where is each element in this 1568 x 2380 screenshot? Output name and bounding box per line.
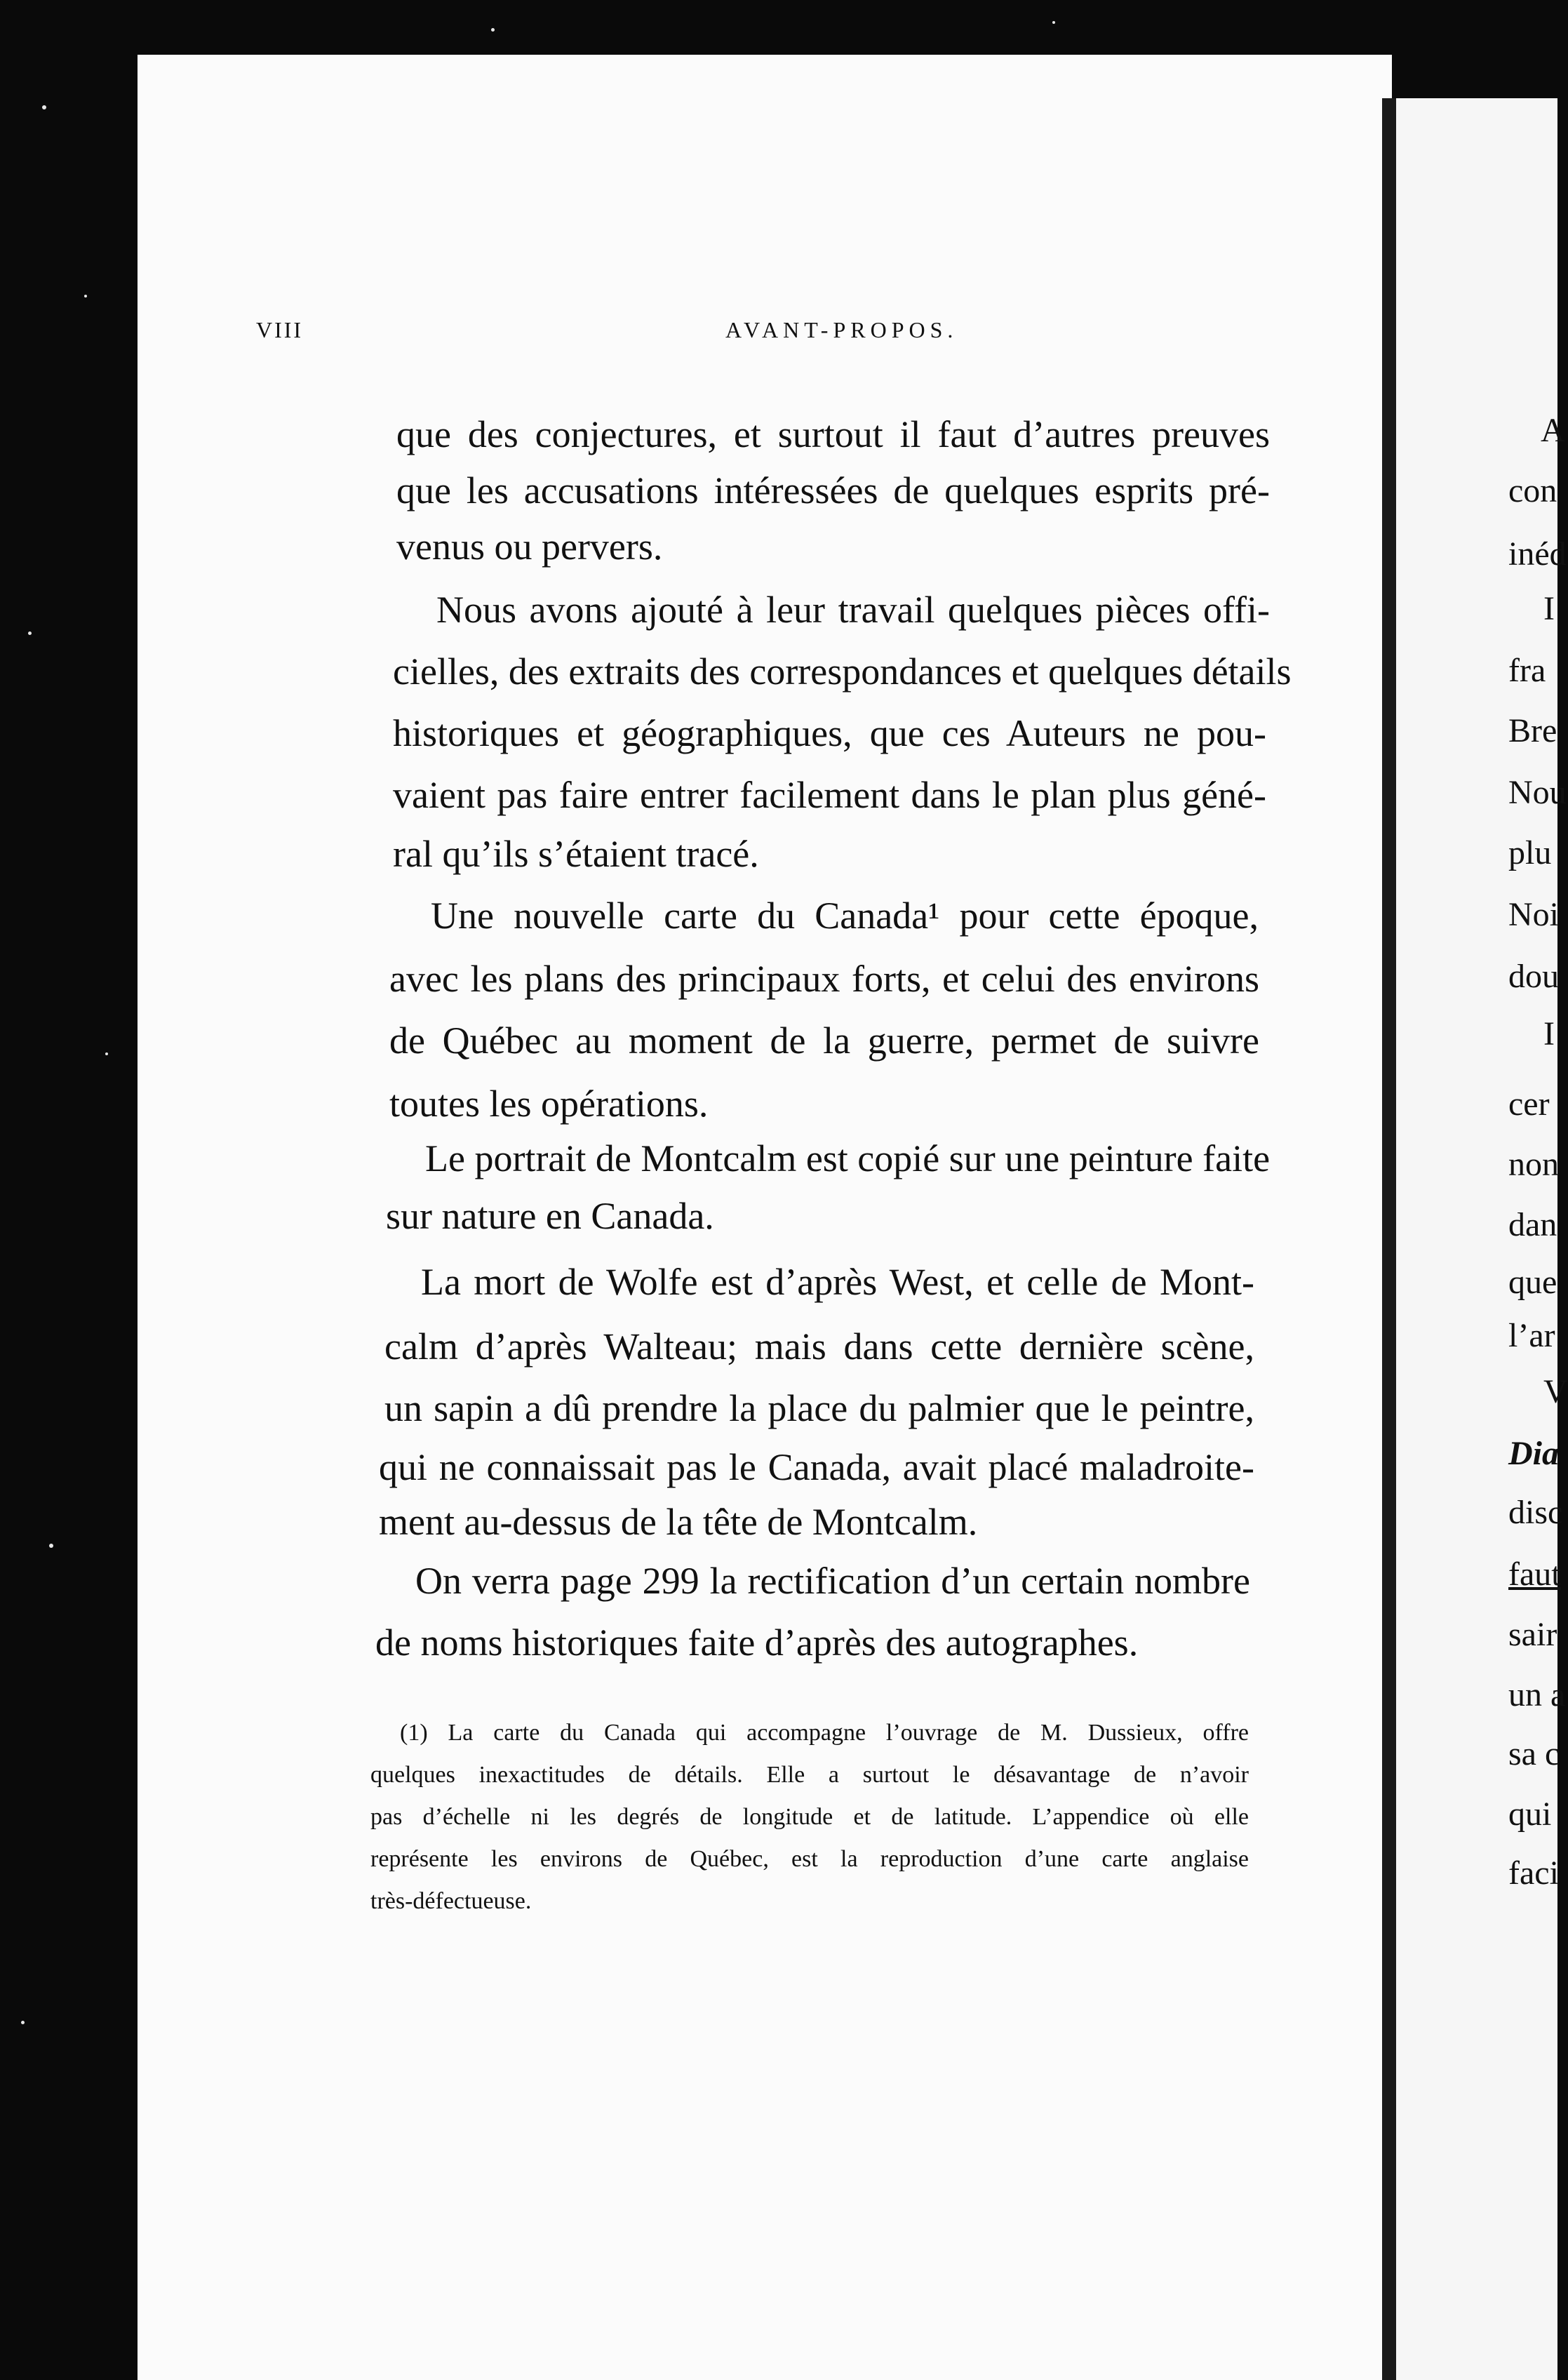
right-page-fragment: cer — [1508, 1085, 1550, 1123]
body-line: de noms historiques faite d’après des autographes. — [375, 1622, 1139, 1664]
body-line: un sapin a dû prendre la place du palmier que le peintre, — [384, 1387, 1254, 1429]
page-number: VIII — [256, 317, 304, 342]
body-line: venus ou pervers. — [396, 526, 663, 568]
body-line: On verra page 299 la rectification d’un certain nombre — [415, 1560, 1250, 1602]
scan-speck — [42, 105, 46, 109]
body-line: La mort de Wolfe est d’après West, et celle de Mont- — [421, 1261, 1254, 1303]
right-page-fragment: l’ar — [1508, 1317, 1555, 1354]
right-page-fragment: dan — [1508, 1206, 1557, 1243]
right-page-fragment: Dia — [1508, 1435, 1559, 1472]
right-page-fragment: con — [1508, 472, 1557, 509]
scan-speck — [105, 1052, 108, 1055]
right-page-fragment: Nou — [1508, 774, 1567, 811]
scan-speck — [49, 1544, 53, 1548]
running-head: AVANT-PROPOS. — [725, 317, 958, 342]
body-line: Une nouvelle carte du Canada¹ pour cette époque, — [431, 895, 1259, 937]
right-page-fragment: Bre — [1508, 712, 1557, 749]
body-line: de Québec au moment de la guerre, permet de suivre — [389, 1019, 1259, 1062]
right-page-fragment: un a — [1508, 1676, 1566, 1713]
right-page-fragment: sa c — [1508, 1735, 1560, 1772]
body-line: historiques et géographiques, que ces Auteurs ne pou- — [393, 712, 1266, 754]
footnote-line: très-défectueuse. — [370, 1888, 532, 1914]
footnote-line: représente les environs de Québec, est la reproduction d’une carte anglaise — [370, 1846, 1249, 1872]
right-page-fragment: V — [1543, 1373, 1568, 1410]
right-page-fragment: dou — [1508, 958, 1559, 995]
body-line: sur nature en Canada. — [386, 1195, 714, 1237]
right-page-fragment: A — [1541, 412, 1565, 449]
body-line: ment au-dessus de la tête de Montcalm. — [379, 1501, 978, 1543]
body-line: Nous avons ajouté à leur travail quelques pièces offi- — [436, 589, 1270, 631]
right-page-fragment: faci — [1508, 1854, 1559, 1892]
body-line: que des conjectures, et surtout il faut d’autres preuves — [396, 413, 1270, 455]
right-page-fragment: I — [1543, 590, 1555, 627]
body-line: Le portrait de Montcalm est copié sur une peinture faite — [425, 1137, 1271, 1179]
body-line: cielles, des extraits des correspondances et quelques détails — [393, 650, 1292, 693]
right-page-fragment: qui — [1508, 1796, 1552, 1833]
right-page-fragment: que — [1508, 1264, 1557, 1301]
body-line: que les accusations intéressées de quelques esprits pré- — [396, 469, 1270, 512]
footnote-line: quelques inexactitudes de détails. Elle a surtout le désavantage de n’avoir — [370, 1762, 1249, 1788]
body-line: toutes les opérations. — [389, 1083, 709, 1125]
right-page-fragment: sair — [1508, 1616, 1557, 1653]
scan-speck — [28, 631, 32, 635]
page-gutter — [1382, 98, 1396, 2380]
right-page-fragment: faut — [1508, 1556, 1561, 1593]
scan-speck — [491, 28, 495, 32]
body-line: vaient pas faire entrer facilement dans le plan plus géné- — [393, 774, 1266, 816]
right-page-fragment: non — [1508, 1146, 1559, 1183]
right-page-fragment: inéd — [1508, 535, 1567, 573]
right-page-fragment: disc — [1508, 1494, 1563, 1531]
body-line: ral qu’ils s’étaient tracé. — [393, 833, 759, 875]
body-line: avec les plans des principaux forts, et celui des environs — [389, 958, 1259, 1000]
footnote-line: (1) La carte du Canada qui accompagne l’ouvrage de M. Dussieux, offre — [400, 1720, 1249, 1746]
footnote-line: pas d’échelle ni les degrés de longitude et de latitude. L’appendice où elle — [370, 1804, 1249, 1830]
right-page-fragment: I — [1543, 1015, 1555, 1052]
right-page-fragment: plu — [1508, 834, 1552, 871]
scan-speck — [84, 295, 87, 298]
scan-speck — [21, 2021, 25, 2024]
right-page-fragment: Noi — [1508, 896, 1559, 933]
body-line: calm d’après Walteau; mais dans cette dernière scène, — [384, 1325, 1254, 1368]
scan-speck — [1052, 21, 1055, 24]
body-line: qui ne connaissait pas le Canada, avait placé maladroite- — [379, 1446, 1254, 1488]
right-page-fragment: fra — [1508, 652, 1546, 689]
